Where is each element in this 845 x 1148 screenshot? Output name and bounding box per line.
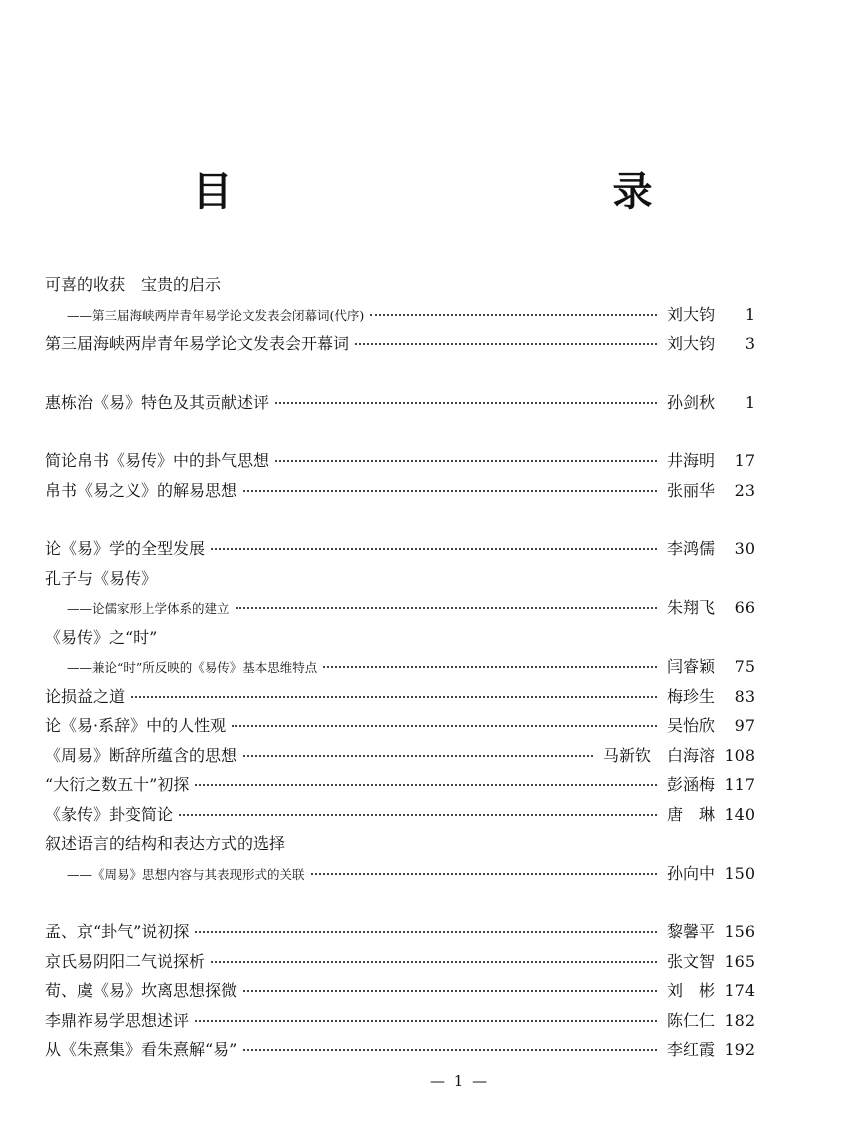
dot-leader <box>131 695 657 698</box>
toc-subtitle: ——《周易》思想内容与其表现形式的关联 <box>67 866 305 882</box>
toc-entry <box>45 476 755 506</box>
dot-leader <box>243 1048 657 1051</box>
toc-entry <box>45 917 755 947</box>
dot-leader <box>275 459 657 462</box>
toc-author: 朱翔飞 <box>666 598 715 617</box>
toc-page-number: 156 <box>724 922 755 941</box>
toc-title: 论《易》学的全型发展 <box>45 539 206 558</box>
toc-row <box>45 329 755 359</box>
toc-title: 惠栋治《易》特色及其贡献述评 <box>45 392 270 412</box>
dot-leader <box>195 930 657 933</box>
toc-entry <box>45 388 755 418</box>
toc-title: 京氏易阴阳二气说探析 <box>45 951 206 971</box>
toc-entry <box>45 770 755 800</box>
toc-row <box>45 800 755 830</box>
toc-row <box>45 976 755 1006</box>
toc-row <box>45 300 755 331</box>
toc-spacer <box>45 417 755 446</box>
toc-author: 刘大钧 <box>666 304 715 324</box>
toc-row <box>45 829 755 859</box>
toc-author: 黎馨平 <box>666 922 715 941</box>
dot-leader <box>236 606 657 609</box>
toc-title: “大衍之数五十”初探 <box>45 775 190 794</box>
toc-author: 梅珍生 <box>666 686 715 706</box>
toc-title: 从《朱熹集》看朱熹解“易” <box>45 1040 238 1059</box>
dot-leader <box>195 783 657 786</box>
dot-leader <box>211 960 657 963</box>
dot-leader <box>195 1019 657 1022</box>
toc-row <box>45 534 755 564</box>
toc-title: 孔子与《易传》 <box>45 568 158 588</box>
toc-row <box>45 711 755 741</box>
toc-page-number: 1 <box>744 304 755 324</box>
dot-leader <box>355 342 657 345</box>
toc-row <box>45 270 755 300</box>
toc-author: 吴怡欣 <box>666 716 715 735</box>
dot-leader <box>243 754 593 757</box>
toc-entry <box>45 976 755 1006</box>
page-title: 目 录 <box>192 169 753 215</box>
toc-title: 可喜的收获 宝贵的启示 <box>45 275 222 294</box>
toc-row <box>45 1006 755 1036</box>
toc-title: 论损益之道 <box>45 686 126 706</box>
toc-row <box>45 564 755 594</box>
toc-entry <box>45 329 755 359</box>
toc-row <box>45 741 755 771</box>
dot-leader <box>370 313 657 316</box>
toc-subtitle: ——论儒家形上学体系的建立 <box>67 601 230 616</box>
toc-entry <box>45 564 755 594</box>
toc-page-number: 117 <box>724 775 755 794</box>
dot-leader <box>243 489 657 492</box>
toc-entry <box>45 682 755 712</box>
toc-page-number: 83 <box>734 686 755 706</box>
toc-page-number: 75 <box>734 657 755 676</box>
toc-page-number: 66 <box>734 598 755 617</box>
toc-row <box>45 770 755 800</box>
toc-page-number: 108 <box>724 745 755 765</box>
toc-entry <box>45 593 755 623</box>
dot-leader <box>243 989 657 992</box>
toc-author: 张文智 <box>666 951 715 971</box>
toc-entry <box>45 623 755 653</box>
toc-row <box>45 623 755 653</box>
dot-leader <box>275 401 657 404</box>
toc-entry <box>45 1035 755 1065</box>
toc-row <box>45 476 755 506</box>
toc-page-number: 1 <box>744 392 755 412</box>
toc-entry <box>45 270 755 300</box>
toc-title: 帛书《易之义》的解易思想 <box>45 480 238 500</box>
toc-entry <box>45 711 755 741</box>
toc-row <box>45 859 755 890</box>
toc-title: 荀、虞《易》坎离思想探微 <box>45 981 238 1000</box>
dot-leader <box>311 872 657 875</box>
toc-author: 李鸿儒 <box>666 539 715 558</box>
toc-entry <box>45 1006 755 1036</box>
toc-spacer <box>45 888 755 917</box>
toc-subtitle: ——第三届海峡两岸青年易学论文发表会闭幕词(代序) <box>67 307 365 323</box>
toc-row <box>45 593 755 624</box>
toc-page-number: 182 <box>724 1010 755 1030</box>
toc-page-number: 97 <box>734 716 755 735</box>
page-number: — 1 — <box>430 1072 490 1090</box>
toc-author: 李红霞 <box>666 1040 715 1059</box>
toc-author: 孙向中 <box>666 863 715 883</box>
toc-page-number: 140 <box>724 804 755 824</box>
toc-author: 陈仁仁 <box>666 1010 715 1030</box>
toc-entry <box>45 300 755 330</box>
toc-title: 叙述语言的结构和表达方式的选择 <box>45 834 286 853</box>
toc-title: 论《易·系辞》中的人性观 <box>45 716 227 735</box>
toc-author: 张丽华 <box>666 480 715 500</box>
toc-row <box>45 652 755 683</box>
toc-page-number: 150 <box>724 863 755 883</box>
toc-page-number: 30 <box>734 539 755 558</box>
dot-leader <box>211 547 657 550</box>
toc-author: 彭涵梅 <box>666 775 715 794</box>
toc-row <box>45 446 755 476</box>
toc-author: 刘大钧 <box>666 334 715 353</box>
toc-entry <box>45 859 755 889</box>
toc-row <box>45 682 755 712</box>
toc-page-number: 17 <box>734 451 755 470</box>
toc-entry <box>45 741 755 771</box>
toc-page-number: 165 <box>724 951 755 971</box>
toc-entry <box>45 534 755 564</box>
toc-row <box>45 917 755 947</box>
toc-author: 刘 彬 <box>666 981 715 1000</box>
toc-page-number: 23 <box>734 480 755 500</box>
toc-entry <box>45 829 755 859</box>
toc-entry <box>45 947 755 977</box>
toc-row <box>45 947 755 977</box>
toc-title: 《彖传》卦变简论 <box>45 804 174 824</box>
toc-entry <box>45 652 755 682</box>
toc-page-number: 192 <box>724 1040 755 1059</box>
toc-entry <box>45 446 755 476</box>
toc-title: 《周易》断辞所蕴含的思想 <box>45 745 238 765</box>
toc-title: 《易传》之“时” <box>45 627 158 647</box>
toc-row <box>45 1035 755 1065</box>
toc-page-number: 3 <box>744 334 755 353</box>
toc-title: 简论帛书《易传》中的卦气思想 <box>45 451 270 470</box>
dot-leader <box>232 724 657 727</box>
toc-page-number: 174 <box>724 981 755 1000</box>
toc-subtitle: ——兼论“时”所反映的《易传》基本思维特点 <box>67 660 318 675</box>
dot-leader <box>179 813 657 816</box>
toc-entry <box>45 800 755 830</box>
toc-title: 孟、京“卦气”说初探 <box>45 922 190 941</box>
dot-leader <box>323 665 657 668</box>
toc-row <box>45 388 755 418</box>
toc-author: 马新钦 白海溶 <box>602 745 715 765</box>
toc-author: 孙剑秋 <box>666 392 715 412</box>
toc-title: 第三届海峡两岸青年易学论文发表会开幕词 <box>45 334 350 353</box>
toc-title: 李鼎祚易学思想述评 <box>45 1010 190 1030</box>
toc-spacer <box>45 505 755 534</box>
toc-author: 唐 琳 <box>666 804 715 824</box>
toc-spacer <box>45 359 755 388</box>
table-of-contents <box>45 270 755 1065</box>
toc-author: 闫睿颖 <box>666 657 715 676</box>
toc-author: 井海明 <box>666 451 715 470</box>
